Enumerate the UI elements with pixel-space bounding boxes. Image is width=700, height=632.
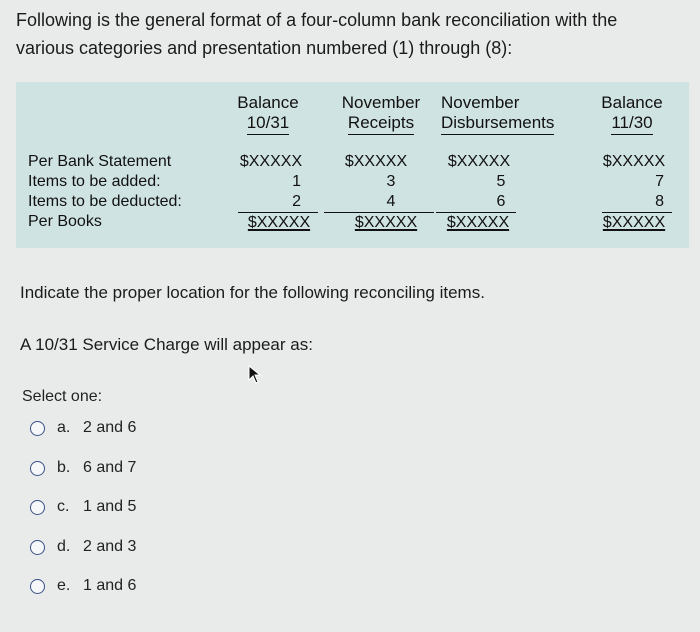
option-c[interactable]	[30, 495, 136, 519]
option-letter: d.	[57, 538, 71, 555]
header-top: Balance	[601, 93, 663, 112]
radio-button-icon[interactable]	[30, 579, 45, 594]
intro-text	[16, 6, 681, 62]
table-cell: 1	[292, 173, 301, 190]
header-top: November	[441, 93, 520, 112]
option-label: 1 and 5	[83, 498, 137, 515]
row-label-per-books: Per Books	[28, 213, 102, 230]
radio-button-icon[interactable]	[30, 421, 45, 436]
prompt-text: Indicate the proper location for the following reconciling items.	[20, 283, 485, 302]
option-label: 6 and 7	[83, 459, 137, 476]
table-cell: $XXXXX	[354, 214, 418, 231]
row-label-items-deducted: Items to be deducted:	[28, 193, 182, 210]
header-bottom: Disbursements	[441, 113, 554, 135]
intro-line-2: various categories and presentation numbered (1) through (8):	[16, 38, 513, 58]
header-bottom: 11/30	[611, 113, 652, 135]
table-cell: $XXXXX	[344, 153, 408, 170]
table-cell: 2	[292, 193, 301, 210]
table-cell: $XXXXX	[447, 153, 511, 170]
header-november-receipts	[336, 93, 426, 135]
option-label: 1 and 6	[83, 577, 137, 594]
row-label-per-bank: Per Bank Statement	[28, 153, 172, 170]
option-a[interactable]	[30, 416, 136, 440]
option-letter: e.	[57, 577, 71, 594]
option-letter: c.	[57, 498, 70, 515]
option-letter: a.	[57, 419, 71, 436]
option-letter: b.	[57, 459, 71, 476]
option-d[interactable]	[30, 535, 136, 559]
option-label: 2 and 6	[83, 419, 137, 436]
header-balance-1130	[596, 93, 668, 135]
header-november-disbursements	[441, 93, 563, 135]
table-cell: 3	[386, 173, 396, 190]
header-top: Balance	[237, 93, 299, 112]
header-bottom: 10/31	[247, 113, 290, 135]
option-label: 2 and 3	[83, 538, 137, 555]
row-label-items-added: Items to be added:	[28, 173, 161, 190]
reconciliation-table	[16, 82, 689, 248]
mouse-pointer-icon	[248, 365, 264, 385]
select-one-label: Select one:	[22, 388, 103, 405]
header-bottom: Receipts	[348, 113, 414, 135]
table-cell: 6	[496, 193, 506, 210]
intro-line-1: Following is the general format of a four-column bank reconciliation with the	[16, 10, 618, 30]
header-balance-1031	[231, 93, 305, 135]
table-cell: 4	[386, 193, 396, 210]
option-e[interactable]	[30, 574, 136, 598]
table-cell: 5	[496, 173, 506, 190]
table-cell: $XXXXX	[602, 214, 666, 231]
option-b[interactable]	[30, 456, 136, 480]
header-top: November	[341, 93, 421, 112]
radio-button-icon[interactable]	[30, 540, 45, 555]
table-cell: 7	[655, 173, 664, 190]
table-cell: $XXXXX	[239, 153, 303, 170]
table-cell: $XXXXX	[602, 153, 666, 170]
table-cell: $XXXXX	[446, 214, 510, 231]
radio-button-icon[interactable]	[30, 461, 45, 476]
question-text: A 10/31 Service Charge will appear as:	[20, 335, 313, 354]
table-cell: 8	[655, 193, 664, 210]
radio-button-icon[interactable]	[30, 500, 45, 515]
table-cell: $XXXXX	[247, 214, 311, 231]
